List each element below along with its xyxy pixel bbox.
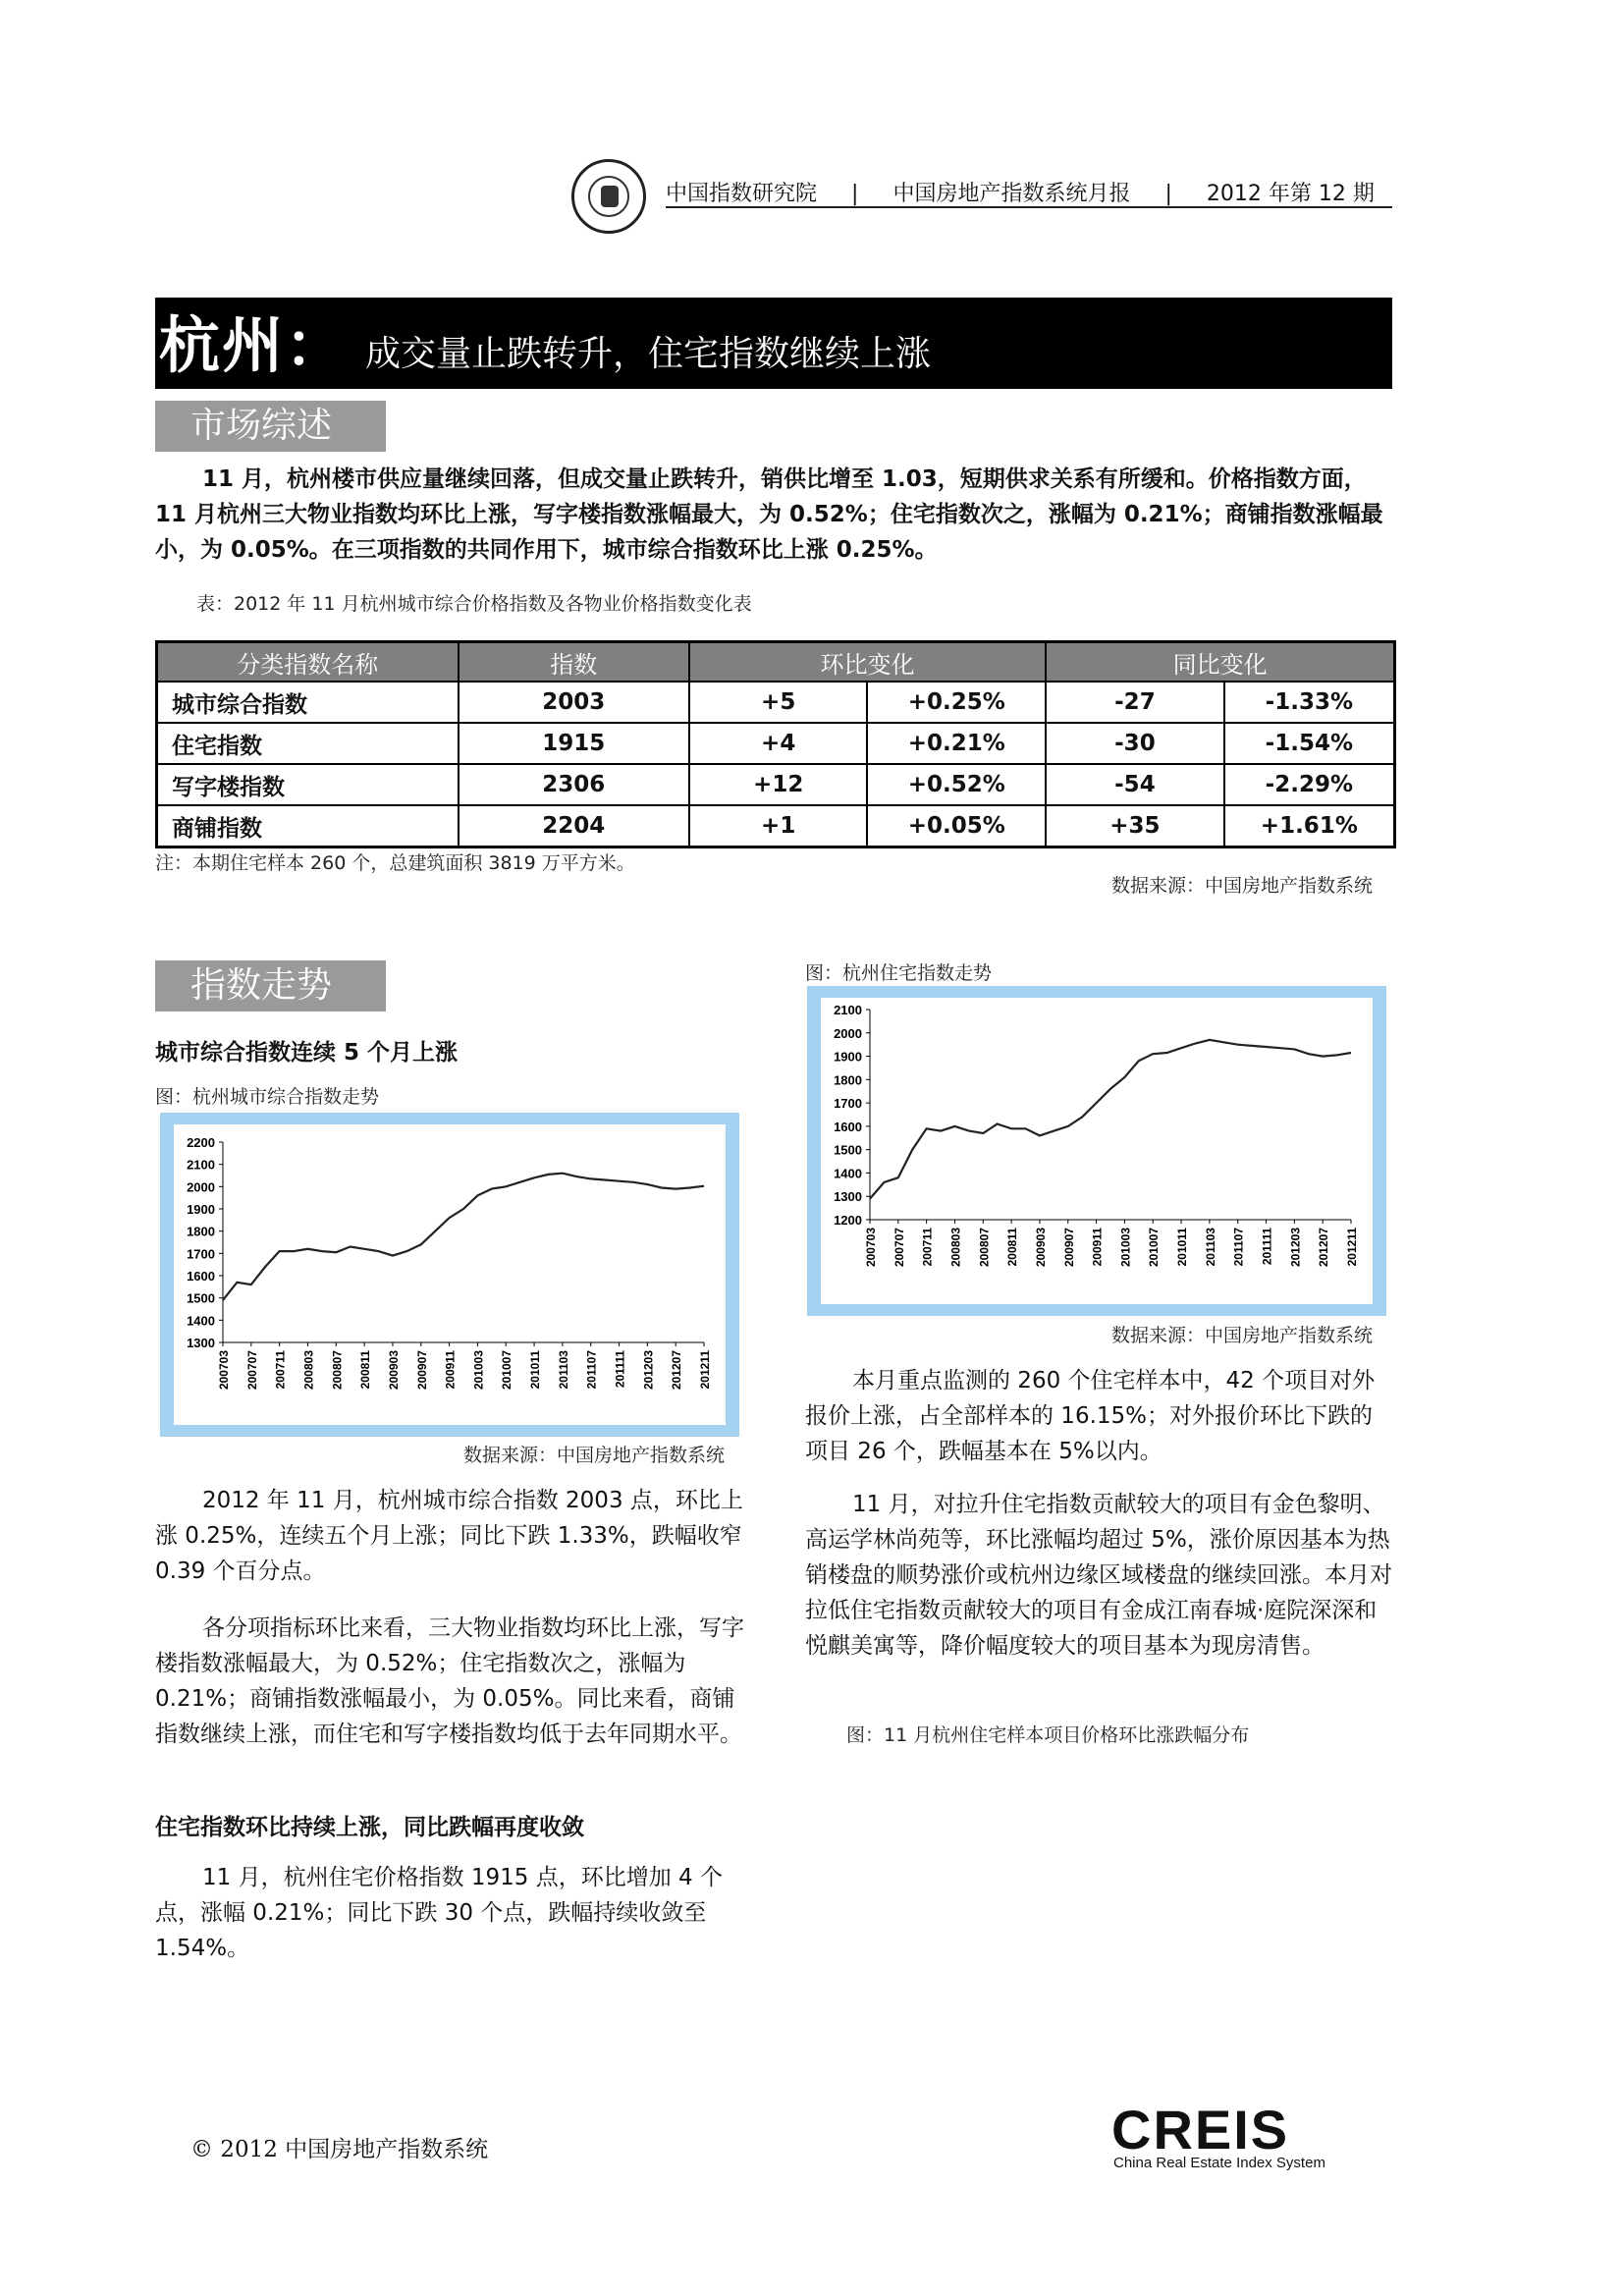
row-mom-pts: +12 [689, 764, 868, 805]
x-tick-label: 201107 [584, 1350, 599, 1390]
row-index: 1915 [459, 723, 689, 764]
header-line: 中国指数研究院 | 中国房地产指数系统月报 | 2012 年第 12 期 [666, 177, 1375, 207]
chart2-caption: 图：杭州住宅指数走势 [805, 962, 993, 984]
x-tick-label: 201107 [1231, 1228, 1246, 1267]
y-tick-label: 2000 [187, 1179, 215, 1195]
row-mom-pct: +0.21% [867, 723, 1046, 764]
header-report: 中国房地产指数系统月报 [892, 182, 1131, 206]
y-tick-label: 1400 [834, 1166, 862, 1181]
chart1-caption: 图：杭州城市综合指数走势 [155, 1086, 380, 1108]
row-index: 2204 [459, 805, 689, 847]
table-note: 注：本期住宅样本 260 个，总建筑面积 3819 万平方米。 [155, 852, 635, 874]
row-mom-pts: +5 [689, 682, 868, 723]
chart1-source: 数据来源：中国房地产指数系统 [463, 1445, 726, 1466]
y-tick-label: 1500 [834, 1142, 862, 1158]
x-tick-label: 200907 [414, 1350, 429, 1391]
row-yoy-pct: -2.29% [1224, 764, 1395, 805]
row-yoy-pts: -27 [1046, 682, 1224, 723]
x-tick-label: 201007 [500, 1350, 514, 1391]
x-tick-label: 201207 [1317, 1228, 1331, 1268]
x-tick-label: 201103 [1203, 1228, 1217, 1267]
row-yoy-pts: -30 [1046, 723, 1224, 764]
x-tick-label: 201111 [1260, 1228, 1274, 1266]
table-row [157, 764, 1395, 805]
row-name: 住宅指数 [157, 723, 459, 764]
x-tick-label: 201011 [1175, 1228, 1190, 1267]
x-tick-label: 200911 [1090, 1228, 1105, 1267]
x-tick-label: 201103 [556, 1350, 570, 1390]
row-mom-pts: +1 [689, 805, 868, 847]
row-mom-pct: +0.05% [867, 805, 1046, 847]
y-tick-label: 1500 [187, 1290, 215, 1306]
footer-copyright: © 2012 中国房地产指数系统 [190, 2137, 489, 2162]
section-heading-market: 市场综述 [155, 401, 386, 452]
composite-index-chart [174, 1124, 726, 1425]
row-mom-pct: +0.52% [867, 764, 1046, 805]
title-city: 杭州： [159, 309, 349, 381]
creis-logo-subtitle: China Real Estate Index System [1113, 2155, 1325, 2171]
row-yoy-pts: +35 [1046, 805, 1224, 847]
table-header-yoy: 同比变化 [1046, 642, 1394, 683]
y-tick-label: 2200 [187, 1135, 215, 1150]
y-tick-label: 2100 [834, 1003, 862, 1017]
header-rule [666, 206, 1392, 208]
row-index: 2306 [459, 764, 689, 805]
y-tick-label: 1400 [187, 1313, 215, 1329]
title-subtitle: 成交量止跌转升，住宅指数继续上涨 [365, 334, 932, 374]
creis-logo: CREIS [1111, 2099, 1290, 2160]
row-index: 2003 [459, 682, 689, 723]
subheading-residential: 住宅指数环比持续上涨，同比跌幅再度收敛 [155, 1815, 584, 1840]
series-line [223, 1174, 704, 1300]
x-tick-label: 201211 [698, 1350, 712, 1390]
residential-index-chart [821, 998, 1373, 1304]
table-row [157, 723, 1395, 764]
x-tick-label: 200803 [948, 1228, 963, 1268]
institute-seal-logo [571, 159, 646, 234]
x-tick-label: 201203 [1288, 1228, 1303, 1268]
row-yoy-pts: -54 [1046, 764, 1224, 805]
row-yoy-pct: -1.33% [1224, 682, 1395, 723]
y-tick-label: 1600 [834, 1119, 862, 1134]
x-tick-label: 200807 [977, 1228, 992, 1268]
x-tick-label: 201011 [528, 1350, 543, 1390]
y-tick-label: 1600 [187, 1269, 215, 1284]
subindex-paragraph: 各分项指标环比来看，三大物业指数均环比上涨，写字楼指数涨幅最大，为 0.52%；住宅指数次之，涨幅为 0.21%；商铺指数涨幅最小，为 0.05%。同比来看，商铺指数继续上涨，而住宅和写字楼指数均低于去年同期水平。 [155, 1615, 744, 1747]
x-tick-label: 200807 [330, 1350, 345, 1391]
y-tick-label: 1800 [834, 1072, 862, 1088]
series-line [870, 1040, 1351, 1199]
header-org: 中国指数研究院 [666, 182, 818, 206]
x-tick-label: 200907 [1061, 1228, 1076, 1268]
x-tick-label: 200903 [386, 1350, 401, 1391]
chart2-source: 数据来源：中国房地产指数系统 [1111, 1325, 1374, 1346]
table-header-mom: 环比变化 [689, 642, 1046, 683]
chart1-frame [160, 1113, 739, 1437]
header-issue: 2012 年第 12 期 [1206, 182, 1375, 206]
y-tick-label: 1300 [187, 1336, 215, 1350]
y-tick-label: 2100 [187, 1157, 215, 1173]
samples-paragraph: 本月重点监测的 260 个住宅样本中，42 个项目对外报价上涨，占全部样本的 16.15%；对外报价环比下跌的项目 26 个，跌幅基本在 5%以内。 [805, 1368, 1376, 1464]
x-tick-label: 200707 [244, 1350, 259, 1391]
x-tick-label: 201211 [1345, 1228, 1359, 1267]
section-heading-trend: 指数走势 [155, 960, 386, 1011]
x-tick-label: 200803 [301, 1350, 316, 1391]
composite-paragraph: 2012 年 11 月，杭州城市综合指数 2003 点，环比上涨 0.25%，连续五个月上涨；同比下跌 1.33%，跌幅收窄 0.39 个百分点。 [155, 1488, 743, 1584]
x-tick-label: 201207 [670, 1350, 684, 1391]
x-tick-label: 200903 [1033, 1228, 1048, 1268]
row-name: 城市综合指数 [157, 682, 459, 723]
x-tick-label: 201003 [1118, 1228, 1133, 1268]
x-tick-label: 201203 [641, 1350, 656, 1391]
y-tick-label: 1900 [834, 1049, 862, 1065]
table-row [157, 682, 1395, 723]
row-yoy-pct: -1.54% [1224, 723, 1395, 764]
x-tick-label: 200811 [358, 1350, 373, 1390]
index-table [155, 640, 1396, 848]
x-tick-label: 200703 [217, 1350, 231, 1391]
y-tick-label: 1800 [187, 1224, 215, 1239]
y-tick-label: 1200 [834, 1213, 862, 1228]
projects-paragraph: 11 月，对拉升住宅指数贡献较大的项目有金色黎明、高运学林尚苑等，环比涨幅均超过 5%，涨价原因基本为热销楼盘的顺势涨价或杭州边缘区域楼盘的继续回涨。本月对拉低住宅指数贡献较大的项目有金成江南春城·庭院深深和悦麒美寓等，降价幅度较大的项目基本为现房清售。 [805, 1492, 1392, 1659]
y-tick-label: 1700 [834, 1096, 862, 1112]
x-tick-label: 200711 [273, 1350, 288, 1390]
table-source: 数据来源：中国房地产指数系统 [1111, 875, 1374, 897]
row-name: 写字楼指数 [157, 764, 459, 805]
y-tick-label: 2000 [834, 1025, 862, 1041]
x-tick-label: 201111 [613, 1350, 627, 1389]
row-name: 商铺指数 [157, 805, 459, 847]
market-summary-paragraph: 11 月，杭州楼市供应量继续回落，但成交量止跌转升，销供比增至 1.03，短期供求关系有所缓和。价格指数方面，11 月杭州三大物业指数均环比上涨，写字楼指数涨幅最大，为 0.52%；住宅指数次之，涨幅为 0.21%；商铺指数涨幅最小，为 0.05%。在三项指数的共同作用下，城市综合指数环比上涨 0.25%。 [155, 466, 1383, 563]
row-mom-pts: +4 [689, 723, 868, 764]
row-mom-pct: +0.25% [867, 682, 1046, 723]
chart2-frame [807, 986, 1386, 1316]
table-header-name: 分类指数名称 [157, 642, 459, 683]
x-tick-label: 201003 [471, 1350, 486, 1391]
y-tick-label: 1300 [834, 1189, 862, 1205]
residential-paragraph: 11 月，杭州住宅价格指数 1915 点，环比增加 4 个点，涨幅 0.21%；同比下跌 30 个点，跌幅持续收敛至 1.54%。 [155, 1865, 723, 1961]
x-tick-label: 200703 [864, 1228, 878, 1268]
x-tick-label: 200811 [1005, 1228, 1020, 1267]
y-tick-label: 1700 [187, 1246, 215, 1262]
row-yoy-pct: +1.61% [1224, 805, 1395, 847]
table-header-index: 指数 [459, 642, 689, 683]
table-caption: 表：2012 年 11 月杭州城市综合价格指数及各物业价格指数变化表 [196, 593, 752, 615]
x-tick-label: 201007 [1147, 1228, 1162, 1268]
table-row [157, 805, 1395, 847]
subheading-composite: 城市综合指数连续 5 个月上涨 [155, 1040, 459, 1066]
x-tick-label: 200911 [443, 1350, 458, 1390]
chart3-caption: 图：11 月杭州住宅样本项目价格环比涨跌幅分布 [846, 1724, 1250, 1746]
x-tick-label: 200711 [920, 1228, 935, 1267]
y-tick-label: 1900 [187, 1202, 215, 1217]
x-tick-label: 200707 [892, 1228, 906, 1268]
